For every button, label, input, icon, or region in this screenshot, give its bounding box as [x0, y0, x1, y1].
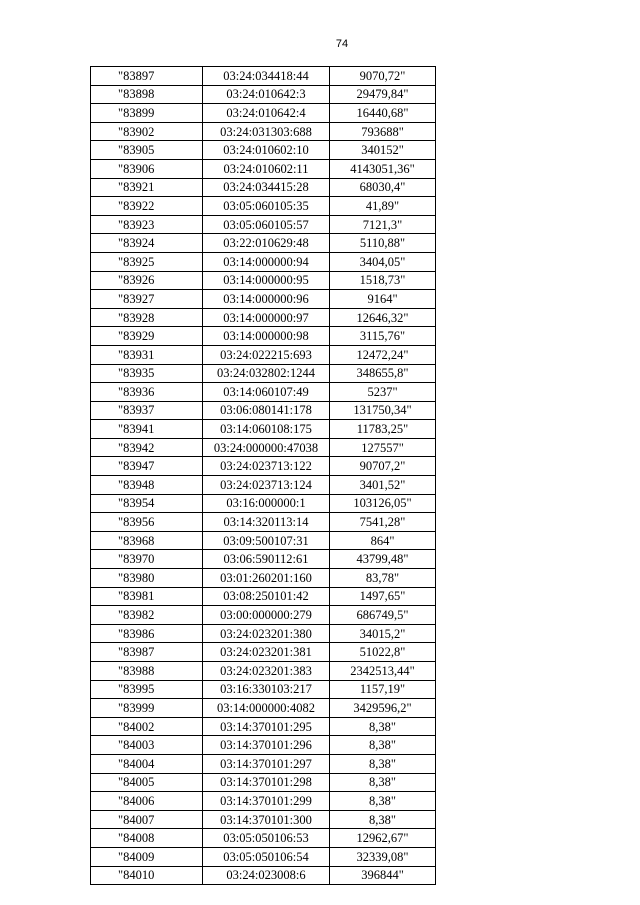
cadastral-number-cell: 03:06:080141:178: [203, 401, 330, 420]
table-row: [91, 290, 436, 309]
cadastral-value-cell: 7121,3": [330, 215, 436, 234]
cadastral-number-cell: 03:14:060107:49: [203, 383, 330, 402]
cadastral-value-cell: 3429596,2": [330, 699, 436, 718]
table-row: [91, 252, 436, 271]
cadastral-value-cell: 1497,65": [330, 587, 436, 606]
table-body: [91, 67, 436, 885]
cadastral-value-cell: 32339,08": [330, 847, 436, 866]
cadastral-value-cell: 90707,2": [330, 457, 436, 476]
row-number-cell: "83937: [91, 401, 203, 420]
row-number-cell: "83936: [91, 383, 203, 402]
cadastral-value-cell: 4143051,36": [330, 159, 436, 178]
cadastral-value-cell: 83,78": [330, 569, 436, 588]
cadastral-number-cell: 03:08:250101:42: [203, 587, 330, 606]
row-number-cell: "83954: [91, 494, 203, 513]
table-row: [91, 234, 436, 253]
table-row: [91, 773, 436, 792]
cadastral-number-cell: 03:24:023713:124: [203, 476, 330, 495]
table-row: [91, 643, 436, 662]
row-number-cell: "83906: [91, 159, 203, 178]
cadastral-value-cell: 41,89": [330, 197, 436, 216]
table-row: [91, 680, 436, 699]
cadastral-value-cell: 3401,52": [330, 476, 436, 495]
cadastral-value-cell: 29479,84": [330, 85, 436, 104]
cadastral-value-cell: 8,38": [330, 773, 436, 792]
cadastral-number-cell: 03:24:034415:28: [203, 178, 330, 197]
cadastral-number-cell: 03:14:000000:97: [203, 308, 330, 327]
table-row: [91, 792, 436, 811]
table-row: [91, 215, 436, 234]
cadastral-value-cell: 348655,8": [330, 364, 436, 383]
table-row: [91, 717, 436, 736]
cadastral-number-cell: 03:14:370101:299: [203, 792, 330, 811]
cadastral-number-cell: 03:01:260201:160: [203, 569, 330, 588]
cadastral-number-cell: 03:14:060108:175: [203, 420, 330, 439]
cadastral-number-cell: 03:05:060105:35: [203, 197, 330, 216]
row-number-cell: "83970: [91, 550, 203, 569]
cadastral-number-cell: 03:24:032802:1244: [203, 364, 330, 383]
row-number-cell: "83925: [91, 252, 203, 271]
row-number-cell: "83948: [91, 476, 203, 495]
cadastral-number-cell: 03:24:010642:3: [203, 85, 330, 104]
cadastral-number-cell: 03:24:031303:688: [203, 122, 330, 141]
table-row: [91, 531, 436, 550]
table-row: [91, 345, 436, 364]
cadastral-number-cell: 03:24:010602:11: [203, 159, 330, 178]
table-row: [91, 476, 436, 495]
table-row: [91, 122, 436, 141]
table-row: [91, 438, 436, 457]
row-number-cell: "84009: [91, 847, 203, 866]
table-row: [91, 364, 436, 383]
row-number-cell: "83926: [91, 271, 203, 290]
table-row: [91, 327, 436, 346]
cadastral-value-cell: 34015,2": [330, 624, 436, 643]
cadastral-number-cell: 03:14:000000:94: [203, 252, 330, 271]
table-row: [91, 457, 436, 476]
table-row: [91, 178, 436, 197]
cadastral-number-cell: 03:14:370101:298: [203, 773, 330, 792]
cadastral-number-cell: 03:24:023201:380: [203, 624, 330, 643]
table-row: [91, 271, 436, 290]
row-number-cell: "84005: [91, 773, 203, 792]
table-row: [91, 606, 436, 625]
row-number-cell: "83899: [91, 104, 203, 123]
row-number-cell: "83922: [91, 197, 203, 216]
cadastral-number-cell: 03:24:010602:10: [203, 141, 330, 160]
cadastral-number-cell: 03:14:370101:300: [203, 810, 330, 829]
cadastral-value-cell: 131750,34": [330, 401, 436, 420]
cadastral-number-cell: 03:14:320113:14: [203, 513, 330, 532]
table-row: [91, 829, 436, 848]
table-row: [91, 67, 436, 86]
cadastral-number-cell: 03:22:010629:48: [203, 234, 330, 253]
row-number-cell: "83987: [91, 643, 203, 662]
cadastral-number-cell: 03:06:590112:61: [203, 550, 330, 569]
cadastral-number-cell: 03:24:022215:693: [203, 345, 330, 364]
row-number-cell: "83956: [91, 513, 203, 532]
row-number-cell: "84004: [91, 754, 203, 773]
cadastral-number-cell: 03:14:000000:96: [203, 290, 330, 309]
row-number-cell: "83897: [91, 67, 203, 86]
row-number-cell: "84007: [91, 810, 203, 829]
cadastral-value-cell: 7541,28": [330, 513, 436, 532]
cadastral-value-table: [90, 66, 436, 885]
cadastral-number-cell: 03:05:060105:57: [203, 215, 330, 234]
table-row: [91, 810, 436, 829]
cadastral-number-cell: 03:24:010642:4: [203, 104, 330, 123]
row-number-cell: "83942: [91, 438, 203, 457]
row-number-cell: "83924: [91, 234, 203, 253]
row-number-cell: "83935: [91, 364, 203, 383]
row-number-cell: "84006: [91, 792, 203, 811]
cadastral-value-cell: 43799,48": [330, 550, 436, 569]
row-number-cell: "83999: [91, 699, 203, 718]
cadastral-value-cell: 864": [330, 531, 436, 550]
row-number-cell: "84003: [91, 736, 203, 755]
page-number: 74: [335, 38, 349, 50]
cadastral-value-cell: 5237": [330, 383, 436, 402]
cadastral-number-cell: 03:05:050106:53: [203, 829, 330, 848]
cadastral-value-cell: 8,38": [330, 810, 436, 829]
row-number-cell: "83988: [91, 662, 203, 681]
cadastral-number-cell: 03:00:000000:279: [203, 606, 330, 625]
cadastral-value-cell: 1157,19": [330, 680, 436, 699]
table-row: [91, 866, 436, 885]
row-number-cell: "83902: [91, 122, 203, 141]
cadastral-number-cell: 03:24:023201:381: [203, 643, 330, 662]
cadastral-number-cell: 03:14:000000:95: [203, 271, 330, 290]
cadastral-number-cell: 03:24:000000:47038: [203, 438, 330, 457]
cadastral-number-cell: 03:05:050106:54: [203, 847, 330, 866]
row-number-cell: "84010: [91, 866, 203, 885]
row-number-cell: "83980: [91, 569, 203, 588]
row-number-cell: "83982: [91, 606, 203, 625]
row-number-cell: "83968: [91, 531, 203, 550]
cadastral-value-cell: 68030,4": [330, 178, 436, 197]
row-number-cell: "83923: [91, 215, 203, 234]
row-number-cell: "83986: [91, 624, 203, 643]
cadastral-value-cell: 8,38": [330, 717, 436, 736]
cadastral-number-cell: 03:24:023201:383: [203, 662, 330, 681]
table-row: [91, 401, 436, 420]
cadastral-number-cell: 03:24:023008:6: [203, 866, 330, 885]
cadastral-value-cell: 1518,73": [330, 271, 436, 290]
cadastral-value-cell: 11783,25": [330, 420, 436, 439]
cadastral-number-cell: 03:14:370101:297: [203, 754, 330, 773]
cadastral-value-cell: 793688": [330, 122, 436, 141]
cadastral-value-cell: 127557": [330, 438, 436, 457]
cadastral-value-cell: 8,38": [330, 736, 436, 755]
cadastral-value-cell: 51022,8": [330, 643, 436, 662]
row-number-cell: "83927: [91, 290, 203, 309]
row-number-cell: "83929: [91, 327, 203, 346]
row-number-cell: "84008: [91, 829, 203, 848]
cadastral-number-cell: 03:14:370101:296: [203, 736, 330, 755]
cadastral-number-cell: 03:16:000000:1: [203, 494, 330, 513]
table-row: [91, 141, 436, 160]
cadastral-number-cell: 03:14:000000:4082: [203, 699, 330, 718]
cadastral-value-cell: 8,38": [330, 754, 436, 773]
table-row: [91, 308, 436, 327]
cadastral-value-cell: 396844": [330, 866, 436, 885]
row-number-cell: "83921: [91, 178, 203, 197]
table-row: [91, 104, 436, 123]
cadastral-number-cell: 03:24:034418:44: [203, 67, 330, 86]
cadastral-value-cell: 9164": [330, 290, 436, 309]
cadastral-value-cell: 12472,24": [330, 345, 436, 364]
table-row: [91, 699, 436, 718]
cadastral-number-cell: 03:24:023713:122: [203, 457, 330, 476]
cadastral-value-cell: 8,38": [330, 792, 436, 811]
row-number-cell: "83995: [91, 680, 203, 699]
cadastral-value-cell: 2342513,44": [330, 662, 436, 681]
row-number-cell: "83928: [91, 308, 203, 327]
table-row: [91, 754, 436, 773]
cadastral-value-cell: 3115,76": [330, 327, 436, 346]
cadastral-number-cell: 03:14:000000:98: [203, 327, 330, 346]
table-row: [91, 847, 436, 866]
row-number-cell: "83941: [91, 420, 203, 439]
table-row: [91, 662, 436, 681]
cadastral-value-cell: 686749,5": [330, 606, 436, 625]
table-row: [91, 420, 436, 439]
table-row: [91, 159, 436, 178]
table-row: [91, 736, 436, 755]
cadastral-value-cell: 12962,67": [330, 829, 436, 848]
cadastral-number-cell: 03:14:370101:295: [203, 717, 330, 736]
row-number-cell: "83898: [91, 85, 203, 104]
table-row: [91, 197, 436, 216]
table-row: [91, 569, 436, 588]
cadastral-value-cell: 340152": [330, 141, 436, 160]
table-row: [91, 494, 436, 513]
cadastral-value-cell: 3404,05": [330, 252, 436, 271]
table-row: [91, 513, 436, 532]
cadastral-value-cell: 103126,05": [330, 494, 436, 513]
row-number-cell: "83931: [91, 345, 203, 364]
row-number-cell: "83981: [91, 587, 203, 606]
table-row: [91, 624, 436, 643]
table-row: [91, 85, 436, 104]
table-row: [91, 550, 436, 569]
cadastral-value-cell: 16440,68": [330, 104, 436, 123]
cadastral-number-cell: 03:09:500107:31: [203, 531, 330, 550]
cadastral-number-cell: 03:16:330103:217: [203, 680, 330, 699]
row-number-cell: "84002: [91, 717, 203, 736]
cadastral-value-cell: 5110,88": [330, 234, 436, 253]
row-number-cell: "83947: [91, 457, 203, 476]
cadastral-value-cell: 12646,32": [330, 308, 436, 327]
cadastral-value-cell: 9070,72": [330, 67, 436, 86]
row-number-cell: "83905: [91, 141, 203, 160]
table-row: [91, 587, 436, 606]
table-row: [91, 383, 436, 402]
